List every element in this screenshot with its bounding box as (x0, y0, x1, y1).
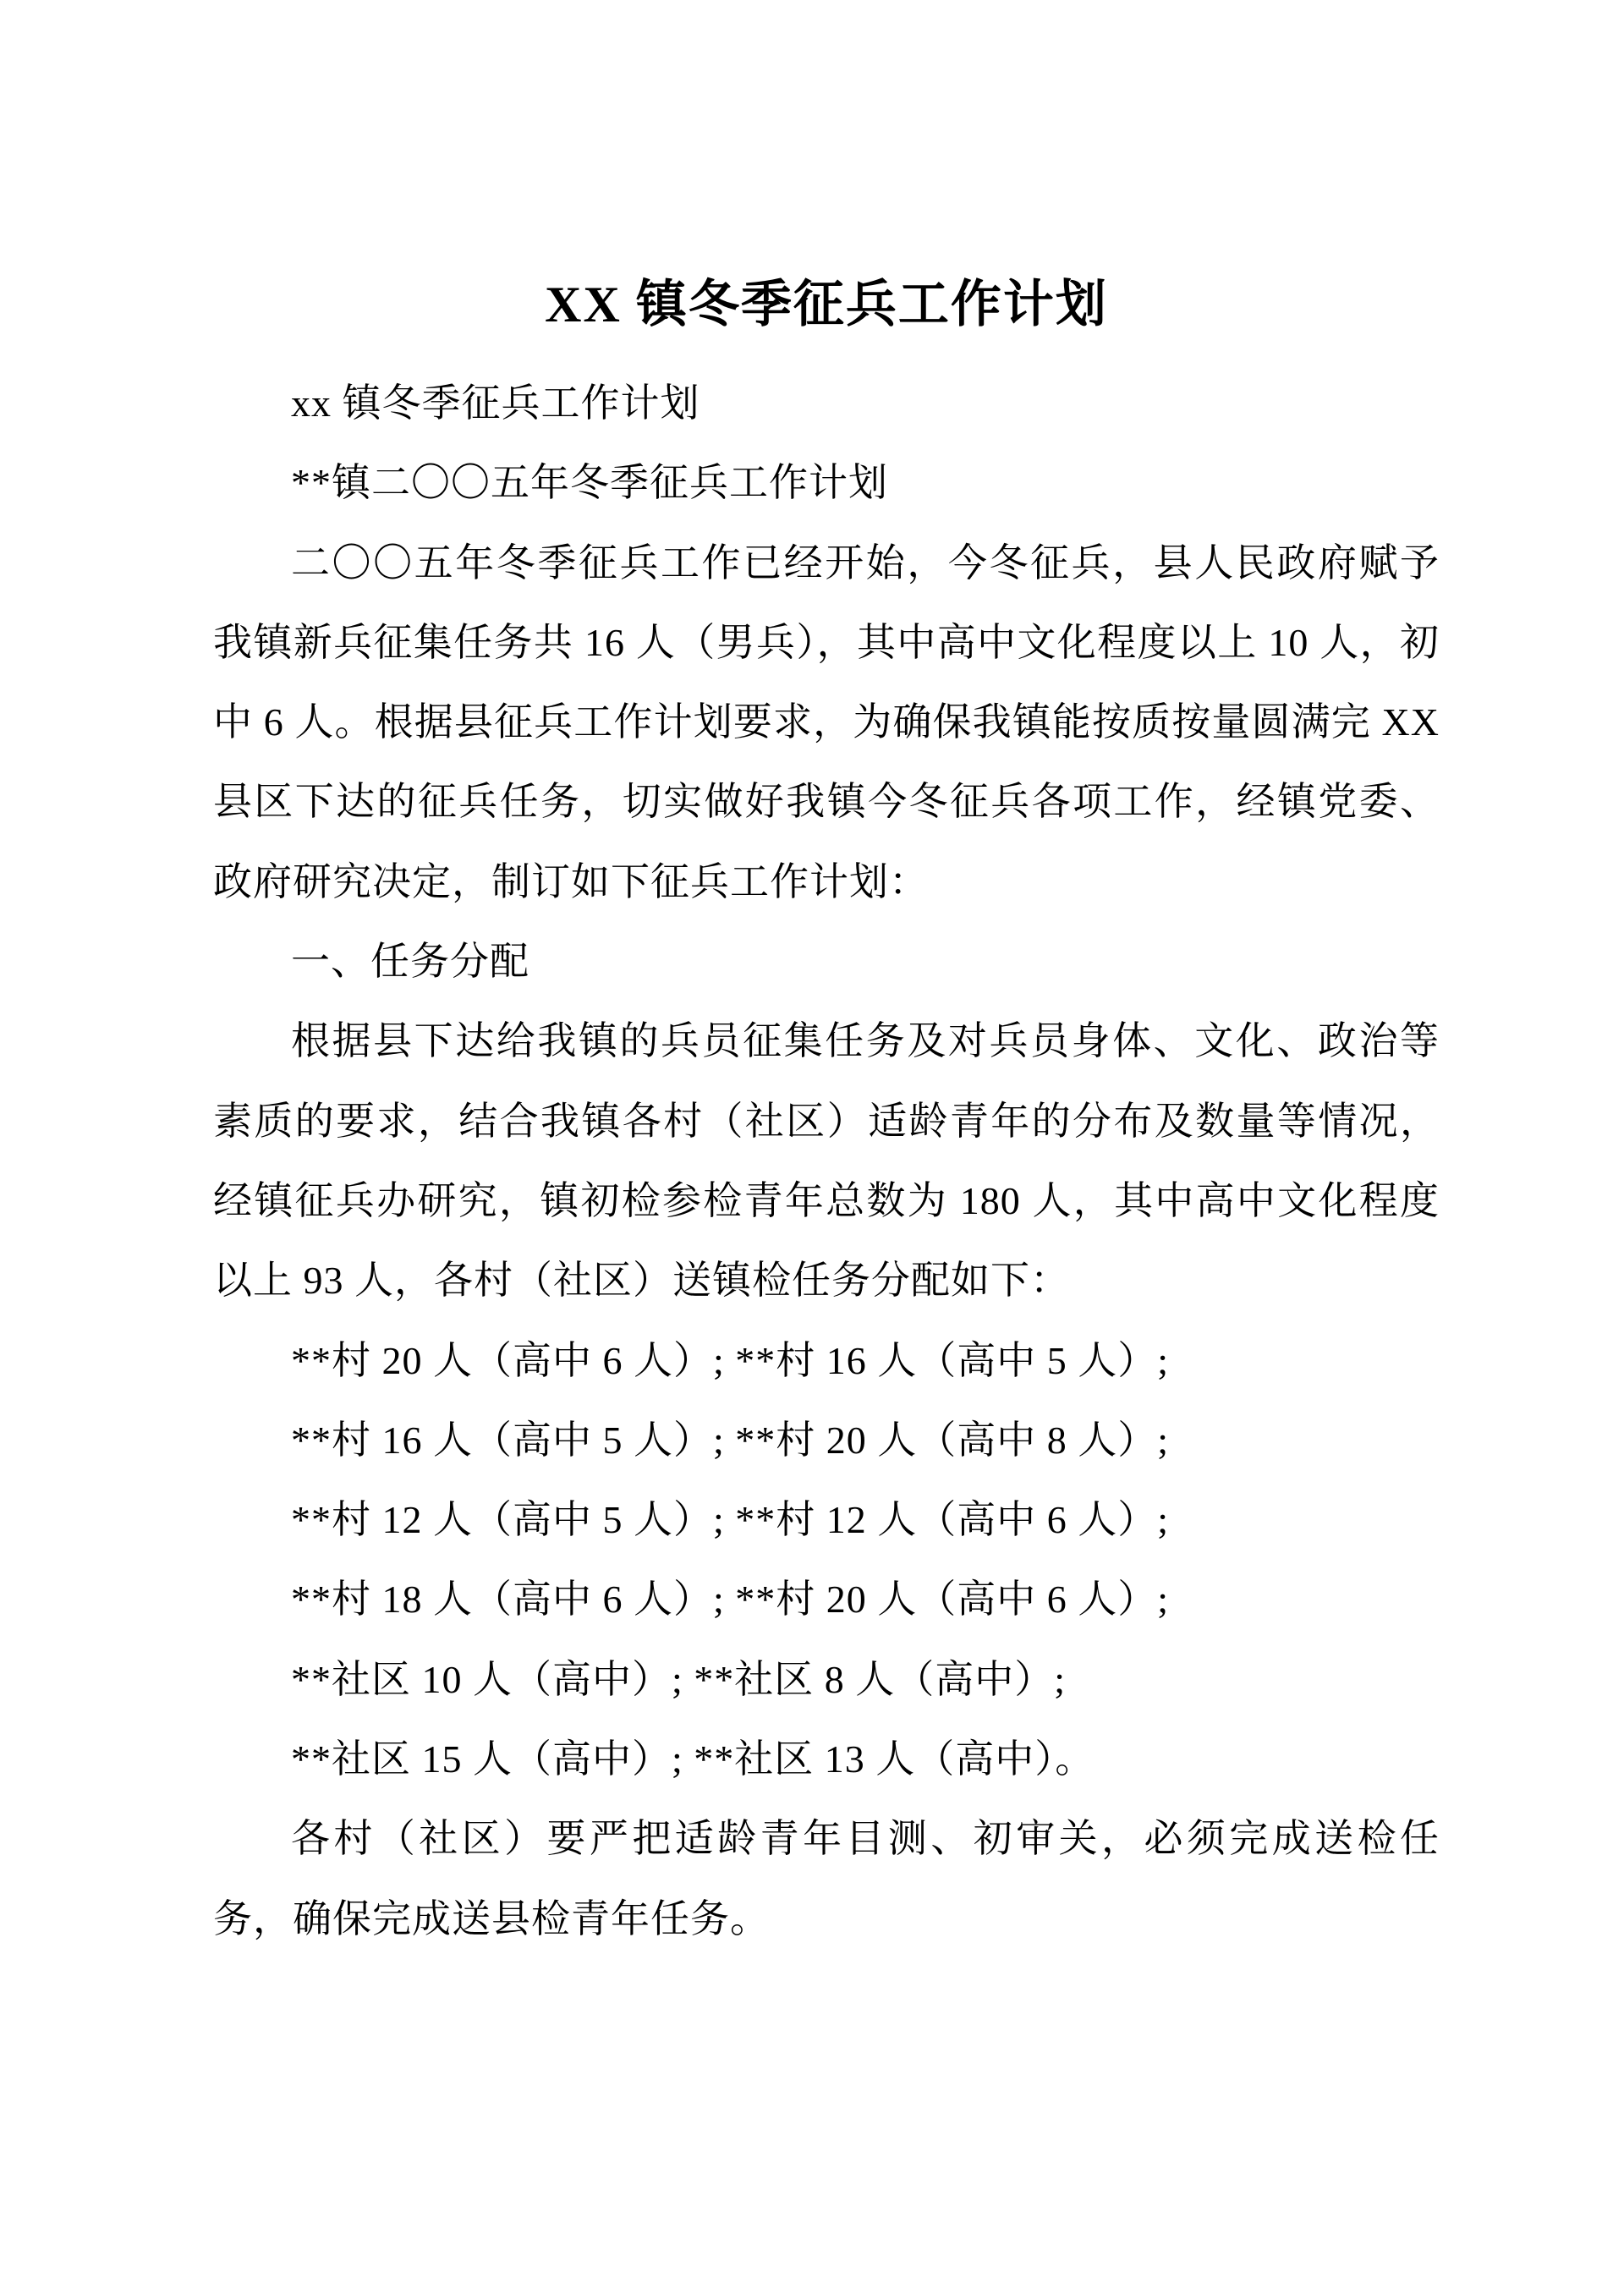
paragraph-subtitle-1: xx 镇冬季征兵工作计划 (291, 381, 700, 425)
paragraph-quota-line-2: **村 16 人（高中 5 人）; **村 20 人（高中 8 人）; (291, 1418, 1170, 1462)
paragraph-quota-line-6: **社区 15 人（高中）; **社区 13 人（高中）。 (291, 1737, 1095, 1781)
paragraph-subtitle-2: **镇二〇〇五年冬季征兵工作计划 (291, 461, 888, 505)
paragraph-quota-line-1: **村 20 人（高中 6 人）; **村 16 人（高中 5 人）; (291, 1338, 1170, 1382)
paragraph-intro: 二〇〇五年冬季征兵工作已经开始，今冬征兵，县人民政府赋予我镇新兵征集任务共 16 人（男兵），其中高中文化程度以上 10 人，初中 6 人。根据县征兵工作计划要求，为确保我镇能按质按量圆满完 XX 县区下达的征兵任务，切实做好我镇今冬征兵各项工作，经镇党委、政府研究决定，制订如下征兵工作计划： (213, 541, 1440, 903)
paragraph-quota-line-4: **村 18 人（高中 6 人）; **村 20 人（高中 6 人）; (291, 1578, 1170, 1622)
paragraph-section-heading: 一、任务分配 (291, 940, 529, 984)
document-title: XX 镇冬季征兵工作计划 (545, 277, 1108, 332)
paragraph-quota-line-5: **社区 10 人（高中）; **社区 8 人（高中）; (291, 1657, 1067, 1701)
paragraph-closing: 各村（社区）要严把适龄青年目测、初审关，必须完成送检任务，确保完成送县检青年任务。 (213, 1817, 1440, 1940)
paragraph-task-overview: 根据县下达给我镇的兵员征集任务及对兵员身体、文化、政治等素质的要求，结合我镇各村（社区）适龄青年的分布及数量等情况，经镇征兵办研究，镇初检参检青年总数为 180 人，其中高中文化程度以上 93 人，各村（社区）送镇检任务分配如下： (213, 1019, 1440, 1303)
paragraph-quota-line-3: **村 12 人（高中 5 人）; **村 12 人（高中 6 人）; (291, 1498, 1170, 1542)
